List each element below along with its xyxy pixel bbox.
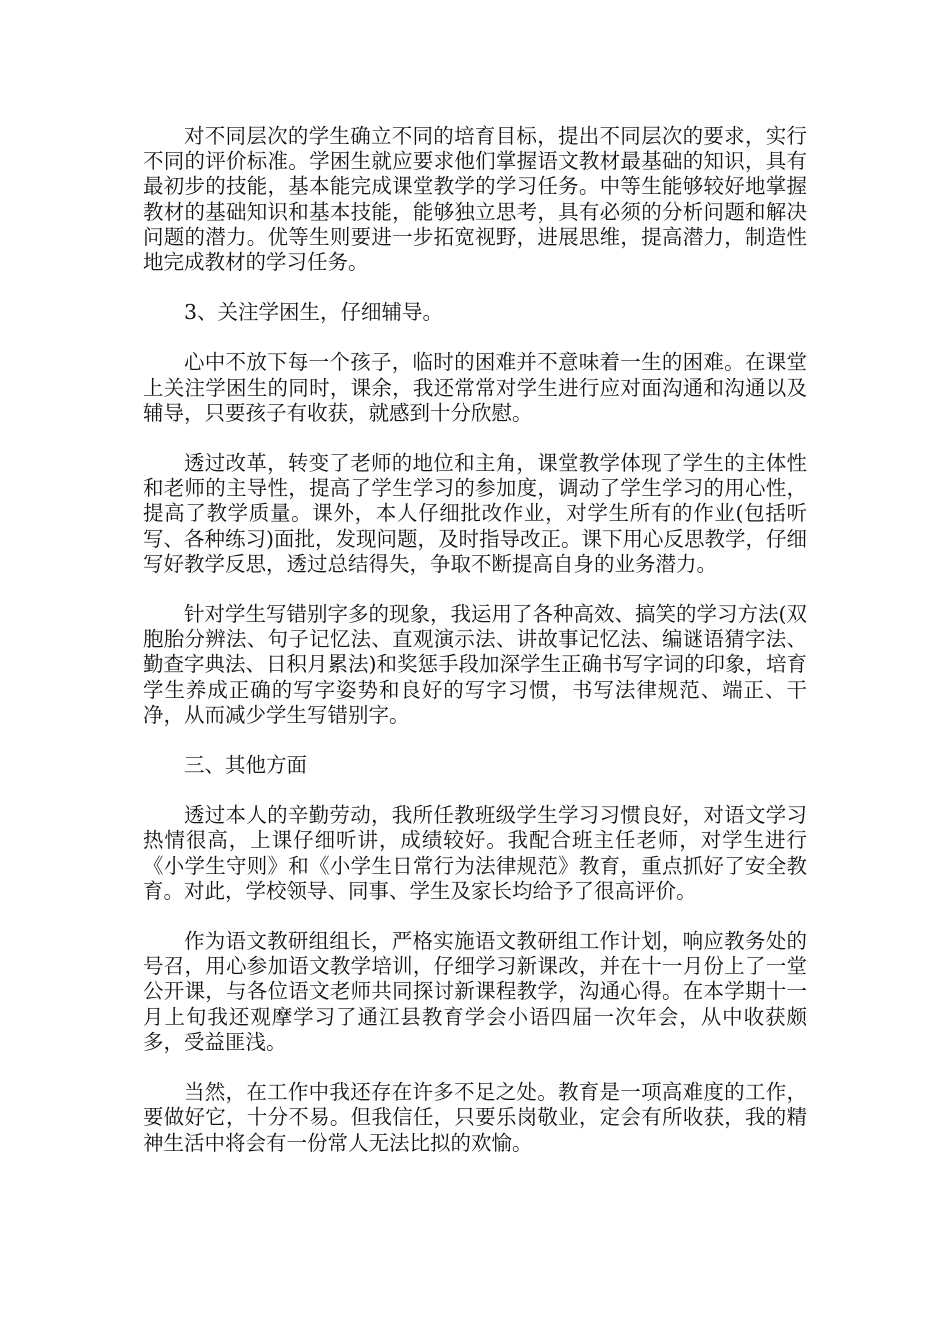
paragraph-typo-methods: 针对学生写错别字多的现象，我运用了各种高效、搞笑的学习方法(双胞胎分辨法、句子记忆法、直观演示法、讲故事记忆法、编谜语猜字法、勤查字典法、日积月累法)和奖惩手段加深学生正确书写字词的印象，培育学生养成正确的写字姿势和良好的写字习惯，书写法律规范、端正、干净，从而减少学生写错别字。 [143,602,807,727]
paragraph-shortcomings: 当然，在工作中我还存在许多不足之处。教育是一项高难度的工作，要做好它，十分不易。但我信任，只要乐岗敬业，定会有所收获，我的精神生活中将会有一份常人无法比拟的欢愉。 [143,1080,807,1155]
paragraph-teaching-research: 作为语文教研组组长，严格实施语文教研组工作计划，响应教务处的号召，用心参加语文教学培训，仔细学习新课改，并在十一月份上了一堂公开课，与各位语文老师共同探讨新课程教学，沟通心得。在本学期十一月上旬我还观摩学习了通江县教育学会小语四届一次年会，从中收获颇多，受益匪浅。 [143,929,807,1054]
paragraph-reform: 透过改革，转变了老师的地位和主角，课堂教学体现了学生的主体性和老师的主导性，提高了学生学习的参加度，调动了学生学习的用心性，提高了教学质量。课外，本人仔细批改作业，对学生所有的作业(包括听写、各种练习)面批，发现问题，及时指导改正。课下用心反思教学，仔细写好教学反思，透过总结得失，争取不断提高自身的业务潜力。 [143,451,807,576]
section-heading-other-aspects: 三、其他方面 [184,753,307,778]
document-body [143,124,807,1181]
section-heading-struggling-students: 3、关注学困生，仔细辅导。 [184,300,444,325]
paragraph-differentiated-goals: 对不同层次的学生确立不同的培育目标，提出不同层次的要求，实行不同的评价标准。学困生就应要求他们掌握语文教材最基础的知识，具有最初步的技能，基本能完成课堂教学的学习任务。中等生能够较好地掌握教材的基础知识和基本技能，能够独立思考，具有必须的分析问题和解决问题的潜力。优等生则要进一步拓宽视野，进展思维，提高潜力，制造性地完成教材的学习任务。 [143,124,807,275]
paragraph-class-results: 透过本人的辛勤劳动，我所任教班级学生学习习惯良好，对语文学习热情很高，上课仔细听讲，成绩较好。我配合班主任老师，对学生进行《小学生守则》和《小学生日常行为法律规范》教育，重点抓好了安全教育。对此，学校领导、同事、学生及家长均给予了很高评价。 [143,803,807,903]
paragraph-care-for-every-child: 心中不放下每一个孩子，临时的困难并不意味着一生的困难。在课堂上关注学困生的同时，课余，我还常常对学生进行应对面沟通和沟通以及辅导，只要孩子有收获，就感到十分欣慰。 [143,350,807,425]
